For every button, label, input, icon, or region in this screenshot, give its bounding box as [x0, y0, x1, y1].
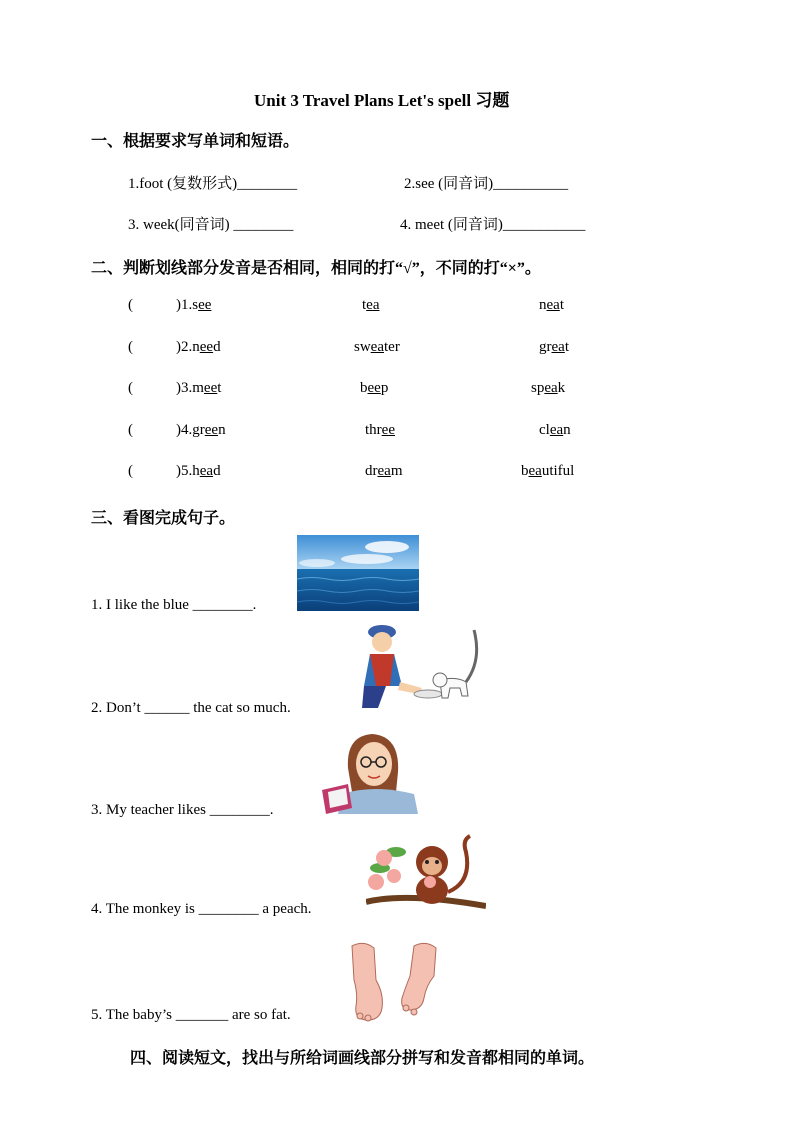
underlined-part: ee — [203, 380, 218, 396]
underlined-part: ee — [367, 380, 381, 396]
s2-row-1 — [128, 297, 133, 314]
word-part: b — [521, 463, 529, 479]
word-part: m — [390, 463, 403, 479]
s2-row-1-word2 — [362, 297, 380, 314]
s2-row-2-word3 — [539, 339, 569, 356]
s1-item-2: 2.see (同音词)__________ — [404, 176, 569, 192]
s2-row-4-word1 — [176, 422, 226, 439]
word-part: n — [563, 422, 571, 438]
s2-row-5-word3 — [521, 463, 574, 480]
word-part: sw — [354, 339, 371, 355]
s2-row-5 — [128, 463, 133, 480]
word-part: h — [192, 463, 200, 479]
teacher-reading-image — [318, 728, 432, 814]
s3-sentence-4: 4. The monkey is ________ a peach. — [91, 901, 312, 917]
row-num: )4. — [176, 422, 193, 438]
sea-image — [297, 535, 419, 611]
s1-item-3: 3. week(同音词) ________ — [128, 217, 294, 233]
paren: ( — [128, 463, 133, 479]
row-num: )5. — [176, 463, 193, 479]
underlined-part: ea — [544, 380, 558, 396]
underlined-part: ea — [199, 463, 214, 479]
underlined-part: ea — [549, 422, 564, 438]
s2-row-2-word2 — [354, 339, 400, 356]
s3-sentence-3: 3. My teacher likes ________. — [91, 802, 274, 818]
underlined-part: ea — [370, 339, 384, 355]
underlined-part: ea — [377, 463, 391, 479]
word-part: gr — [539, 339, 552, 355]
s2-row-4 — [128, 422, 133, 439]
word-part: ter — [384, 339, 400, 355]
word-part: thr — [365, 422, 382, 438]
word-part: k — [557, 380, 566, 396]
word-part: utiful — [541, 463, 575, 479]
s3-sentence-1: 1. I like the blue ________. — [91, 597, 257, 613]
s1-item-4: 4. meet (同音词)___________ — [400, 217, 586, 233]
word-part: dr — [365, 463, 378, 479]
word-part: t — [564, 339, 569, 355]
s2-row-3-word3 — [531, 380, 565, 397]
section2-heading: 二、判断划线部分发音是否相同，相同的打“√”，不同的打“×”。 — [91, 260, 541, 277]
paren: ( — [128, 422, 133, 438]
word-part: d — [213, 339, 221, 355]
word-part: sp — [531, 380, 545, 396]
underlined-part: ea — [366, 297, 380, 313]
s2-row-5-word2 — [365, 463, 403, 480]
paren: ( — [128, 380, 133, 396]
underlined-part: ee — [381, 422, 395, 438]
s2-row-1-word1 — [176, 297, 211, 314]
s2-row-4-word3 — [539, 422, 571, 439]
underlined-part: ea — [546, 297, 560, 313]
s2-row-2-word1 — [176, 339, 221, 356]
row-num: )3. — [176, 380, 193, 396]
section1-heading: 一、根据要求写单词和短语。 — [91, 133, 300, 150]
word-part: s — [192, 297, 199, 313]
s2-row-3-word2 — [360, 380, 388, 397]
word-part: n — [192, 339, 200, 355]
s2-row-3-word1 — [176, 380, 221, 397]
word-part: t — [217, 380, 222, 396]
s2-row-2 — [128, 339, 133, 356]
s2-row-3 — [128, 380, 133, 397]
word-part: n — [539, 297, 547, 313]
s3-sentence-2: 2. Don’t ______ the cat so much. — [91, 700, 291, 716]
s1-item-1: 1.foot (复数形式)________ — [128, 176, 298, 192]
underlined-part: ea — [528, 463, 542, 479]
word-part: b — [360, 380, 368, 396]
s2-row-4-word2 — [365, 422, 395, 439]
paren: ( — [128, 339, 133, 355]
row-num: )2. — [176, 339, 193, 355]
word-part: n — [218, 422, 226, 438]
word-part: t — [559, 297, 564, 313]
section4-heading: 四、阅读短文，找出与所给词画线部分拼写和发音都相同的单词。 — [130, 1050, 595, 1067]
section3-heading: 三、看图完成句子。 — [91, 510, 236, 527]
s3-sentence-5: 5. The baby’s _______ are so fat. — [91, 1007, 291, 1023]
paren: ( — [128, 297, 133, 313]
word-part: m — [192, 380, 204, 396]
word-part: d — [213, 463, 221, 479]
underlined-part: ee — [198, 297, 212, 313]
word-part: cl — [539, 422, 550, 438]
underlined-part: ea — [551, 339, 565, 355]
s2-row-1-word3 — [539, 297, 564, 314]
s2-row-5-word1 — [176, 463, 221, 480]
underlined-part: ee — [204, 422, 219, 438]
row-num: )1. — [176, 297, 193, 313]
word-part: p — [380, 380, 389, 396]
boy-feeding-cat-image — [356, 620, 486, 715]
monkey-peach-image — [366, 832, 486, 916]
page-title: Unit 3 Travel Plans Let's spell 习题 — [254, 91, 510, 110]
word-part: t — [362, 297, 367, 313]
underlined-part: ee — [199, 339, 214, 355]
baby-feet-image — [344, 940, 444, 1022]
word-part: gr — [192, 422, 205, 438]
